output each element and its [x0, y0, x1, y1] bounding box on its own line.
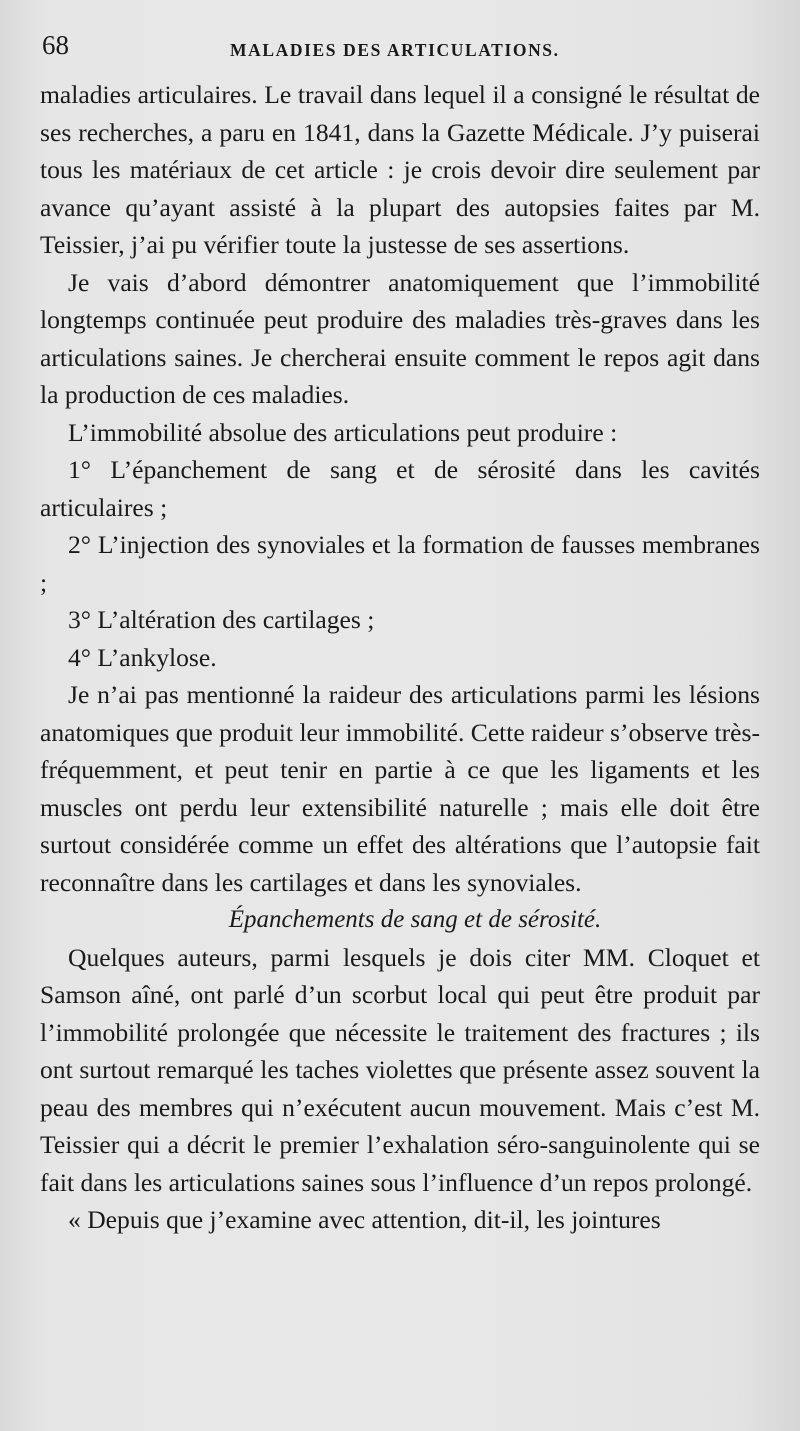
running-title: MALADIES DES ARTICULATIONS.: [230, 40, 560, 60]
list-item-4: 4° L’ankylose.: [68, 642, 217, 672]
paragraph-list-intro: L’immobilité absolue des articulations peut produire :: [68, 417, 618, 447]
section-title: Épanchements de sang et de sérosité.: [228, 906, 602, 933]
paragraph-anatomy: Je vais d’abord démontrer anatomiquement que l’immobilité longtemps continuée peut produire des maladies très-graves dans les articulations saines. Je chercherai ensuite comment le repos agit dans la production de ces maladies.: [40, 267, 760, 409]
paragraph-quote-start: « Depuis que j’examine avec attention, dit-il, les jointures: [68, 1205, 661, 1234]
list-item-2: 2° L’injection des synoviales et la formation de fausses membranes ;: [40, 530, 760, 597]
page-number: 68: [42, 30, 69, 60]
running-head: [40, 0, 760, 76]
list-item-3: 3° L’altération des cartilages ;: [68, 605, 375, 634]
list-item-1: 1° L’épanchement de sang et de sérosité dans les cavités articulaires ;: [40, 455, 760, 522]
body-text: [40, 76, 760, 1239]
paragraph-scorbut: Quelques auteurs, parmi lesquels je dois citer MM. Cloquet et Samson aîné, ont parlé d’un scorbut local qui peut être produit par l’immobilité prolongée que nécessite le traitement des fractures ; ils ont surtout remarqué les taches violettes que présente assez souvent la peau des membres qui n’exécutent aucun mouvement. Mais c’est M. Teissier qui a décrit le premier l’exhalation séro-sanguinolente qui se fait dans les articulations saines sous l’influence d’un repos prolongé.: [40, 942, 760, 1197]
paragraph-continuation: maladies articulaires. Le travail dans lequel il a consigné le résultat de ses recherches, a paru en 1841, dans la Gazette Médicale. J’y puiserai tous les matériaux de cet article : je crois devoir dire seulement par avance qu’ayant assisté à la plupart des autopsies faites par M. Teissier, j’ai pu vérifier toute la justesse de ses assertions.: [40, 80, 760, 259]
paragraph-raideur: Je n’ai pas mentionné la raideur des articulations parmi les lésions anatomiques que produit leur immobilité. Cette raideur s’observe très-fréquemment, et peut tenir en partie à ce que les ligaments et les muscles ont perdu leur extensibilité naturelle ; mais elle doit être surtout considérée comme un effet des altérations que l’autopsie fait reconnaître dans les cartilages et dans les synoviales.: [40, 680, 760, 897]
